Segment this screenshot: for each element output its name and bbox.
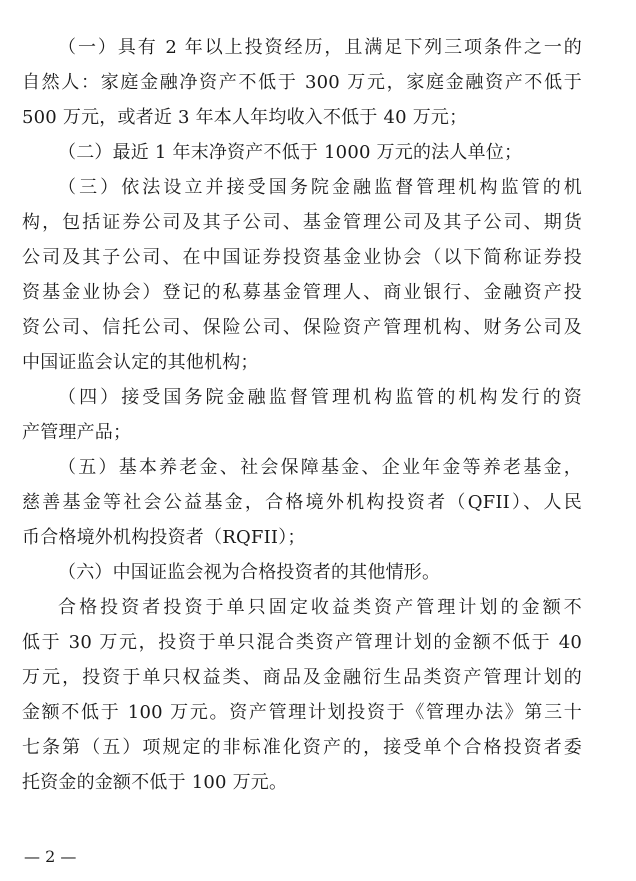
text-line: 七条第（五）项规定的非标准化资产的，接受单个合格投资者委 xyxy=(22,737,582,758)
text-line: 500 万元，或者近 3 年本人年均收入不低于 40 万元； xyxy=(22,107,468,128)
page-number: — 2 — xyxy=(24,847,77,866)
text-line: 托资金的金额不低于 100 万元。 xyxy=(22,772,288,793)
text-line: （五）基本养老金、社会保障基金、企业年金等养老基金， xyxy=(58,457,582,478)
text-line: （四）接受国务院金融监督管理机构监管的机构发行的资 xyxy=(58,387,582,408)
text-line: （六）中国证监会视为合格投资者的其他情形。 xyxy=(58,562,441,583)
text-line: 慈善基金等社会公益基金，合格境外机构投资者（QFII）、人民 xyxy=(22,492,582,513)
text-line: （一）具有 2 年以上投资经历，且满足下列三项条件之一的 xyxy=(58,37,582,58)
text-line: 资公司、信托公司、保险公司、保险资产管理机构、财务公司及 xyxy=(22,317,582,338)
text-line: 低于 30 万元，投资于单只混合类资产管理计划的金额不低于 40 xyxy=(22,632,582,653)
text-line: 万元，投资于单只权益类、商品及金融衍生品类资产管理计划的 xyxy=(22,667,582,688)
text-line: 自然人：家庭金融净资产不低于 300 万元，家庭金融资产不低于 xyxy=(22,72,582,93)
text-line: 产管理产品； xyxy=(22,422,132,443)
text-line: 资基金业协会）登记的私募基金管理人、商业银行、金融资产投 xyxy=(22,282,582,303)
text-line: 金额不低于 100 万元。资产管理计划投资于《管理办法》第三十 xyxy=(22,702,582,723)
text-line: 中国证监会认定的其他机构； xyxy=(22,352,259,373)
text-line: 构，包括证券公司及其子公司、基金管理公司及其子公司、期货 xyxy=(22,212,582,233)
text-line: 公司及其子公司、在中国证券投资基金业协会（以下简称证券投 xyxy=(22,247,582,268)
document-body xyxy=(22,30,582,800)
text-line: 币合格境外机构投资者（RQFII）； xyxy=(22,527,306,548)
text-line: （三）依法设立并接受国务院金融监督管理机构监管的机 xyxy=(58,177,582,198)
text-line: （二）最近 1 年末净资产不低于 1000 万元的法人单位； xyxy=(58,142,523,163)
text-line: 合格投资者投资于单只固定收益类资产管理计划的金额不 xyxy=(58,597,582,618)
